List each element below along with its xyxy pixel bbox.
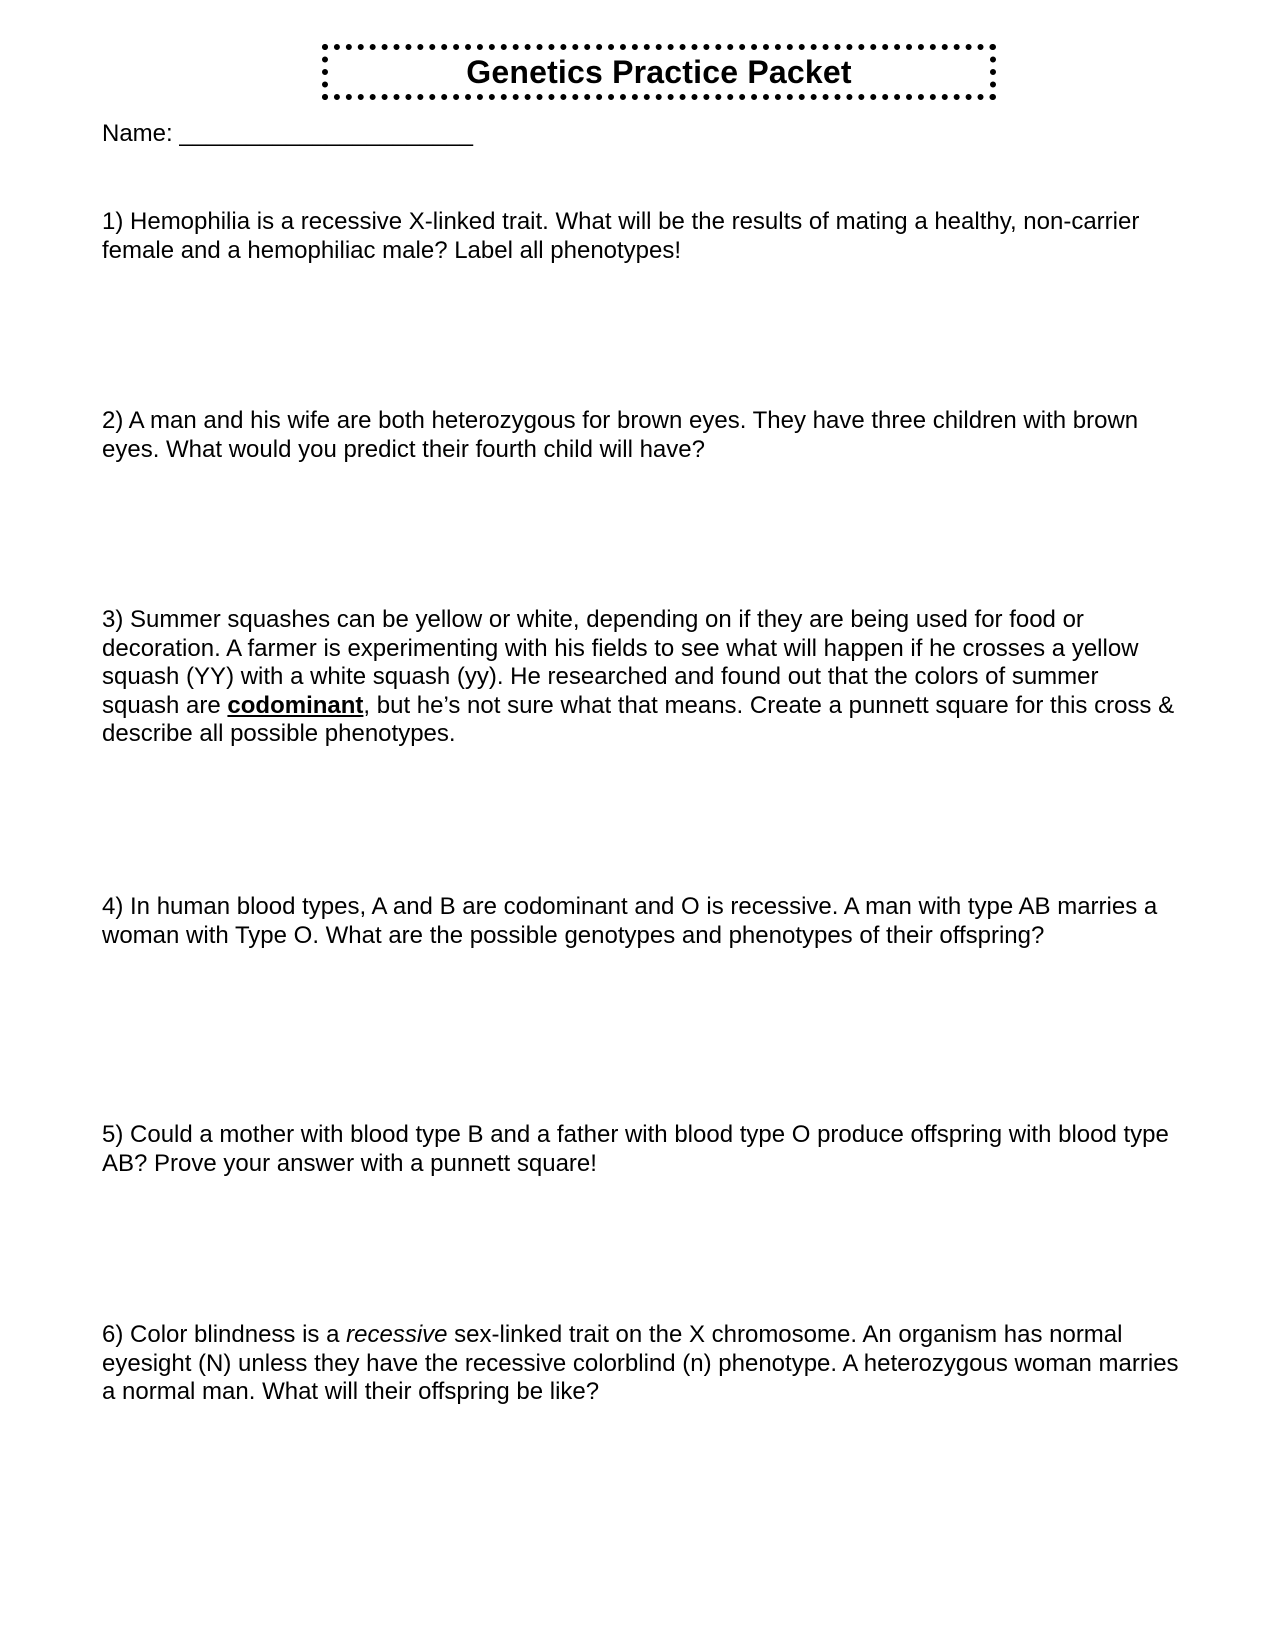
name-blank-line[interactable]: ______________________ bbox=[179, 120, 474, 147]
question-3 bbox=[102, 606, 1182, 749]
question-5 bbox=[102, 1121, 1182, 1178]
question-3-text-after: , but he’s not sure what that means. Create a punnett square for this cross & describe all possible phenotypes. bbox=[102, 691, 1175, 747]
codominant-term: codominant bbox=[227, 691, 364, 719]
question-6 bbox=[102, 1321, 1182, 1407]
question-4 bbox=[102, 893, 1182, 950]
question-6-text-before: 6) Color blindness is a bbox=[102, 1321, 347, 1348]
question-2 bbox=[102, 407, 1182, 464]
question-6-text-after: sex-linked trait on the X chromosome. An organism has normal eyesight (N) unless they have the recessive colorblind (n) phenotype. A heterozygous woman marries a normal man. What will their offspring be like? bbox=[102, 1321, 1179, 1405]
question-5-text: 5) Could a mother with blood type B and a father with blood type O produce offspring with blood type AB? Prove your answer with a punnett square! bbox=[102, 1121, 1169, 1177]
title-box bbox=[322, 44, 996, 100]
question-3-text-before: 3) Summer squashes can be yellow or white, depending on if they are being used for food or decoration. A farmer is experimenting with his fields to see what will happen if he crosses a yellow squash (YY) with a white squash (yy). He researched and found out that the colors of summer squash are bbox=[102, 606, 1139, 719]
recessive-term: recessive bbox=[346, 1321, 448, 1348]
question-6-text bbox=[102, 1321, 1182, 1407]
question-2-text: 2) A man and his wife are both heterozygous for brown eyes. They have three children with brown eyes. What would you predict their fourth child will have? bbox=[102, 407, 1139, 463]
page-title: Genetics Practice Packet bbox=[466, 53, 852, 90]
question-3-text bbox=[102, 606, 1182, 749]
question-1 bbox=[102, 208, 1182, 265]
question-4-text: 4) In human blood types, A and B are codominant and O is recessive. A man with type AB marries a woman with Type O. What are the possible genotypes and phenotypes of their offspring? bbox=[102, 893, 1158, 949]
name-label: Name: bbox=[102, 120, 180, 147]
question-1-text: 1) Hemophilia is a recessive X-linked trait. What will be the results of mating a healthy, non-carrier female and a hemophiliac male? Label all phenotypes! bbox=[102, 208, 1140, 264]
name-field[interactable] bbox=[102, 120, 473, 148]
